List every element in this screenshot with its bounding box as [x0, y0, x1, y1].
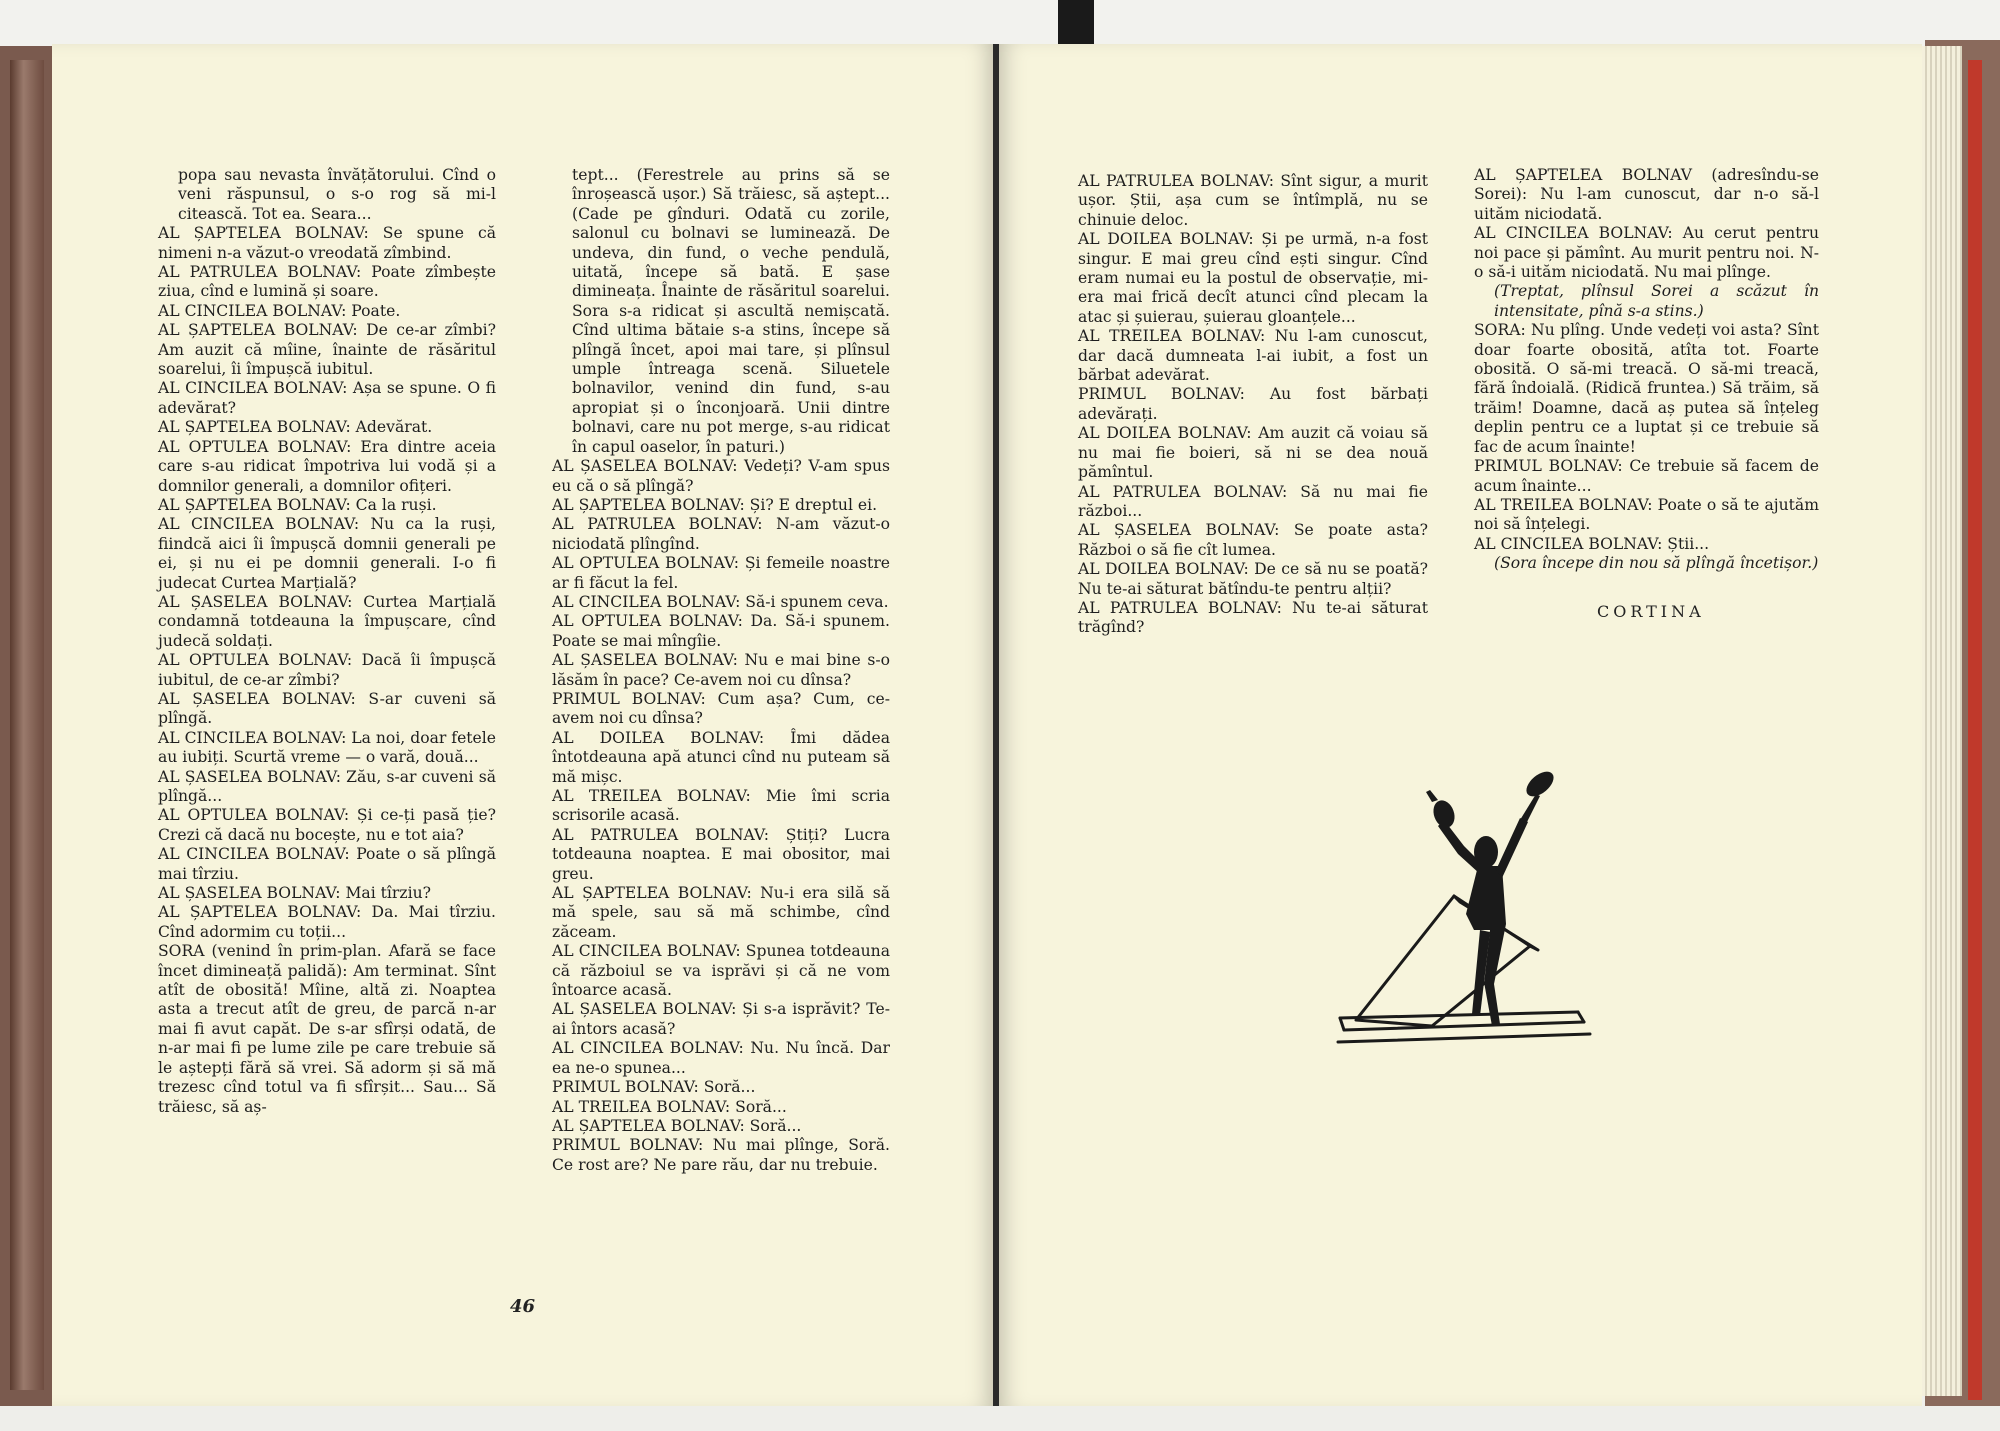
text-paragraph: AL OPTULEA BOLNAV: Și femeile noastre ar fi făcut la fel. [552, 554, 890, 592]
right-column-1 [1078, 172, 1428, 638]
text-paragraph: AL ȘASELEA BOLNAV: Nu e mai bine s-o lăsăm în pace? Ce-avem noi cu dînsa? [552, 651, 890, 689]
text-paragraph: AL OPTULEA BOLNAV: Era dintre aceia care s-au ridicat împotriva lui vodă și a domnilor generali, a domnilor ofițeri. [158, 437, 496, 495]
left-column-2 [552, 166, 890, 1175]
text-paragraph: AL ȘASELEA BOLNAV: S-ar cuveni să plîngă. [158, 689, 496, 728]
text-paragraph: AL ȘAPTELEA BOLNAV: Adevărat. [158, 418, 433, 437]
text-paragraph: popa sau nevasta învățătorului. Cînd o veni răspunsul, o s-o rog să mi-l citească. Tot ea. Seara... [178, 166, 496, 223]
text-paragraph: AL CINCILEA BOLNAV: Știi... [1474, 534, 1710, 553]
text-paragraph: AL ȘAPTELEA BOLNAV: Nu-i era silă să mă spele, sau să mă schimbe, cînd zăceam. [552, 884, 890, 941]
text-paragraph: AL ȘAPTELEA BOLNAV: Soră... [552, 1116, 802, 1135]
text-paragraph: AL ȘAPTELEA BOLNAV: Se spune că nimeni n-a văzut-o vreodată zîmbind. [158, 224, 496, 262]
text-paragraph: AL CINCILEA BOLNAV: Așa se spune. O fi adevărat? [158, 379, 496, 417]
text-paragraph: (Sora începe din nou să plîngă încetișor.) [1494, 554, 1819, 573]
text-paragraph: AL CINCILEA BOLNAV: Nu. Nu încă. Dar ea ne-o spunea... [552, 1039, 890, 1077]
text-paragraph: AL CINCILEA BOLNAV: Au cerut pentru noi pace și pămînt. Au murit pentru noi. N-o să-i uităm niciodată. Nu mai plînge. [1474, 224, 1819, 282]
text-paragraph: AL DOILEA BOLNAV: Îmi dădea întotdeauna apă atunci cînd nu puteam să mă mișc. [552, 728, 890, 786]
text-paragraph: PRIMUL BOLNAV: Cum așa? Cum, ce-avem noi cu dînsa? [552, 689, 890, 728]
text-paragraph: SORA (venind în prim-plan. Afară se face încet dimineață palidă): Am terminat. Sînt atît de obosită! Mîine, altă zi. Noaptea asta a trecut atît de greu, de parcă n-ar mai fi avut capăt. De s-ar sfîrși odată, de n-ar mai fi pe lume zile pe care trebuie să le aștepți fără să vrei. Să adorm și să mă trezesc cînd totul va fi sfîrșit... Sau... Să trăiesc, să aș- [158, 942, 496, 1116]
text-paragraph: AL ȘAPTELEA BOLNAV: De ce-ar zîmbi? Am auzit că mîine, înainte de răsăritul soarelui, îi împușcă iubitul. [158, 321, 496, 379]
text-paragraph: PRIMUL BOLNAV: Ce trebuie să facem de acum înainte... [1474, 457, 1819, 495]
text-paragraph: AL ȘAPTELEA BOLNAV: Da. Mai tîrziu. Cînd adormim cu toții... [158, 903, 496, 941]
bookmark-red-edge [1968, 60, 1982, 1400]
text-paragraph: AL ȘASELEA BOLNAV: Curtea Marțială condamnă totdeauna la împușcare, cînd judecă soldați. [158, 592, 496, 650]
text-paragraph: AL CINCILEA BOLNAV: Să-i spunem ceva. [552, 592, 889, 611]
book-cover-left-edge [10, 60, 44, 1390]
text-paragraph: AL CINCILEA BOLNAV: Poate. [158, 301, 401, 320]
text-paragraph: AL TREILEA BOLNAV: Mie îmi scria scrisorile acasă. [552, 787, 890, 825]
text-paragraph: AL ȘASELEA BOLNAV: Zău, s-ar cuveni să plîngă... [158, 767, 496, 805]
text-paragraph: AL TREILEA BOLNAV: Soră... [552, 1097, 787, 1116]
text-paragraph: AL ȘASELEA BOLNAV: Mai tîrziu? [158, 884, 431, 903]
text-paragraph: PRIMUL BOLNAV: Soră... [552, 1078, 756, 1097]
text-paragraph: SORA: Nu plîng. Unde vedeți voi asta? Sînt doar foarte obosită, atîta tot. Foarte obosită. O să-mi treacă. O să-mi treacă, fără îndoială. (Ridică fruntea.) Să trăim, să trăim! Doamne, dacă aș putea să înțeleg deplin pentru ce a luptat și ce trebuie să fac de acum înainte! [1474, 321, 1819, 456]
text-paragraph: AL CINCILEA BOLNAV: Nu ca la ruși, fiindcă aici îi împușcă domnii generali pe ei, și nu ei pe domnii generali. I-o fi judecat Curtea Marțială? [158, 515, 496, 592]
text-paragraph: AL PATRULEA BOLNAV: Să nu mai fie război... [1078, 482, 1428, 520]
text-paragraph: AL DOILEA BOLNAV: De ce să nu se poată? Nu te-ai săturat bătîndu-te pentru alții? [1078, 560, 1428, 598]
page-number: 46 [510, 1296, 536, 1317]
text-paragraph: AL OPTULEA BOLNAV: Dacă îi împușcă iubitul, de ce-ar zîmbi? [158, 651, 496, 689]
spine-top-shadow [1058, 0, 1094, 46]
text-paragraph: AL OPTULEA BOLNAV: Și ce-ți pasă ție? Crezi că dacă nu bocește, nu e tot aia? [158, 806, 496, 844]
text-paragraph: AL PATRULEA BOLNAV: Sînt sigur, a murit ușor. Știi, așa cum se întîmplă, nu se chinuie deloc. [1078, 172, 1428, 229]
text-paragraph: AL ȘAPTELEA BOLNAV (adresîndu-se Sorei): Nu l-am cunoscut, dar n-o să-l uităm niciodată. [1474, 166, 1819, 223]
text-paragraph: AL TREILEA BOLNAV: Poate o să te ajutăm noi să înțelegi. [1474, 495, 1819, 534]
text-paragraph: (Treptat, plînsul Sorei a scăzut în intensitate, pînă s-a stins.) [1494, 282, 1819, 320]
page-stack-edge [1922, 46, 1962, 1396]
text-paragraph: AL TREILEA BOLNAV: Nu l-am cunoscut, dar dacă dumneata l-ai iubit, a fost un bărbat adevărat. [1078, 327, 1428, 385]
left-column-1 [158, 166, 496, 1117]
text-paragraph: AL ȘASELEA BOLNAV: Se poate asta? Război o să fie cît lumea. [1078, 521, 1428, 559]
text-paragraph: AL CINCILEA BOLNAV: Poate o să plîngă mai tîrziu. [158, 845, 496, 883]
illustration [1334, 734, 1606, 1050]
text-paragraph: AL ȘASELEA BOLNAV: Și s-a isprăvit? Te-ai întors acasă? [552, 1000, 890, 1038]
curtain-label: CORTINA [1597, 602, 1705, 621]
text-paragraph: PRIMUL BOLNAV: Nu mai plînge, Soră. Ce rost are? Ne pare rău, dar nu trebuie. [552, 1136, 890, 1174]
text-paragraph: AL PATRULEA BOLNAV: N-am văzut-o niciodată plîngînd. [552, 515, 890, 553]
text-paragraph: PRIMUL BOLNAV: Au fost bărbați adevărați. [1078, 385, 1428, 423]
text-paragraph: AL OPTULEA BOLNAV: Da. Să-i spunem. Poate se mai mîngîie. [552, 612, 890, 650]
text-paragraph: tept... (Ferestrele au prins să se înroșească ușor.) Să trăiesc, să aștept... (Cade pe gînduri. Odată cu zorile, salonul cu bolnavi se luminează. De undeva, din fund, o veche pendulă, uitată, începe să bată. E șase dimineața. Înainte de răsăritul soarelui. Sora s-a ridicat și ascultă nemișcată. Cînd ultima bătaie s-a stins, începe să plîngă încet, apoi mai tare, și plînsul umple întreaga scenă. Siluetele bolnavilor, venind din fund, s-au apropiat și o înconjoară. Unii dintre bolnavi, care nu pot merge, s-au ridicat în capul oaselor, în paturi.) [572, 166, 890, 456]
right-column-2 [1474, 166, 1819, 574]
text-paragraph: AL DOILEA BOLNAV: Am auzit că voiau să nu mai fie boieri, să ni se dea nouă pămîntul. [1078, 424, 1428, 482]
text-paragraph: AL CINCILEA BOLNAV: La noi, doar fetele au iubiți. Scurtă vreme — o vară, două... [158, 728, 497, 767]
text-paragraph: AL ȘASELEA BOLNAV: Vedeți? V-am spus eu că o să plîngă? [552, 457, 890, 495]
book-gutter [993, 44, 999, 1408]
text-paragraph: AL PATRULEA BOLNAV: Nu te-ai săturat trăgînd? [1078, 598, 1428, 637]
text-paragraph: AL PATRULEA BOLNAV: Poate zîmbește ziua, cînd e lumină și soare. [158, 263, 496, 301]
bottom-background [0, 1406, 2000, 1431]
top-background [0, 0, 2000, 46]
text-paragraph: AL DOILEA BOLNAV: Și pe urmă, n-a fost singur. E mai greu cînd ești singur. Cînd eram numai eu la postul de observație, mi-era mai frică decît atunci cînd plecam la atac și șuierau, șuierau gloanțele... [1078, 230, 1428, 326]
text-paragraph: AL PATRULEA BOLNAV: Știți? Lucra totdeauna noaptea. E mai obositor, mai greu. [552, 825, 890, 883]
text-paragraph: AL ȘAPTELEA BOLNAV: Și? E dreptul ei. [552, 495, 878, 514]
text-paragraph: AL ȘAPTELEA BOLNAV: Ca la ruși. [158, 495, 437, 514]
text-paragraph: AL CINCILEA BOLNAV: Spunea totdeauna că războiul se va isprăvi și că ne vom întoarce acasă. [552, 942, 890, 1000]
